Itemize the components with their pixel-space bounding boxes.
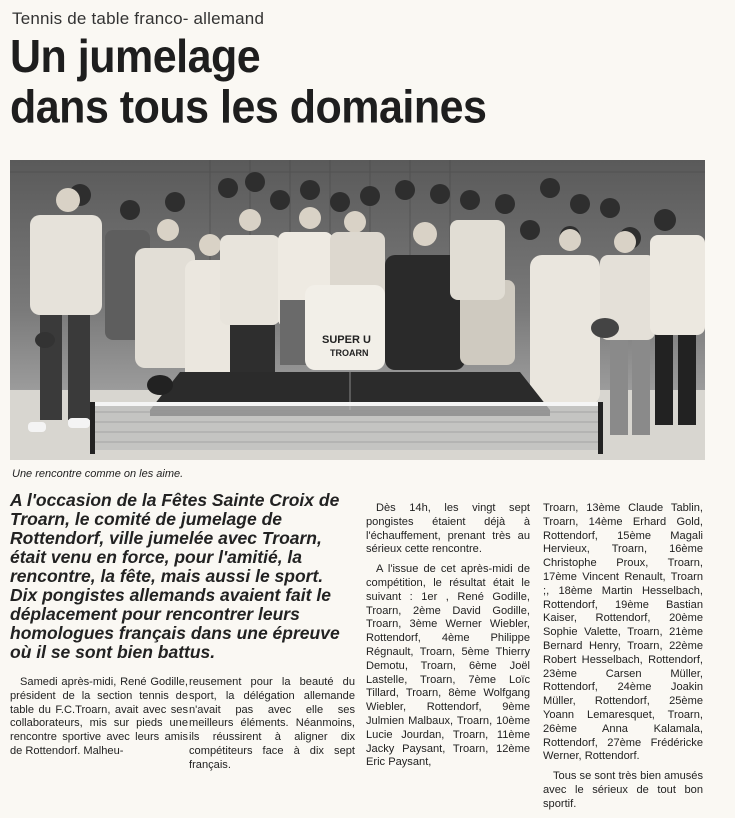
- results-paragraph: A l'issue de cet après-midi de compétition, le résultat était le suivant : 1er , René Godille, Troarn, 2ème David Godille, Troarn, 3ème Werner Wiebler, Rottendorf, 4ème Philippe Régnault, Troarn, 5ème Thierry Demotu, Troarn, 6ème Joël Lastelle, Troarn, 7ème Loïc Tillard, Troarn, 8ème Wolfgang Wiebler, Rottendorf, 9ème Julmien Malbaux, Troarn, 10ème Lucie Jourdan, Troarn, 11ème Jacky Paysant, Troarn, 12ème Eric Paysant,: [366, 563, 530, 769]
- shirt-text-2: TROARN: [330, 348, 369, 358]
- body-paragraph: reusement pour la beauté du sport, la délégation allemande n'avait pas avec elle ses meilleurs éléments. Néanmoins, ils réussirent à aligner dix compétiteurs face à dix sept français.: [189, 676, 355, 771]
- body-column-1: [10, 676, 188, 765]
- headline-line-1: Un jumelage: [10, 30, 261, 83]
- closing-paragraph: Tous se sont très bien amusés avec le sérieux de tout bon sportif.: [543, 770, 703, 810]
- body-column-2: [189, 676, 355, 779]
- shirt-text-1: SUPER U: [322, 334, 371, 346]
- headline-line-2: dans tous les domaines: [10, 81, 487, 134]
- body-paragraph: Samedi après-midi, René Godille, président de la section tennis de table du F.C.Troarn, avait avec ses collaborateurs, mis sur pieds une rencontre sportive avec leurs amis de Rottendorf. Malheu-: [10, 676, 188, 757]
- article-headline: [10, 32, 486, 134]
- photo-caption: Une rencontre comme on les aime.: [12, 468, 184, 480]
- body-column-4: [543, 502, 703, 818]
- group-photo-illustration: [10, 160, 705, 460]
- group-photo: [10, 160, 705, 460]
- body-paragraph: Dès 14h, les vingt sept pongistes étaient déjà à l'échauffement, prenant très au sérieux cette rencontre.: [366, 502, 530, 556]
- results-paragraph-continued: Troarn, 13ème Claude Tablin, Troarn, 14ème Erhard Gold, Rottendorf, 15ème Magali Hervieux, Troarn, 16ème Christophe Proux, Troarn, 17ème Vincent Renault, Troarn ;, 18ème Martin Hesselbach, Rottendorf, 19ème Bastian Kaiser, Rottendorf, 20ème Sophie Valette, Troarn, 21ème Bernard Henry, Troarn, 22ème Robert Hesselbach, Rottendorf, 23ème Carsen Müller, Rottendorf, 24ème Joakin Müller, Rottendorf, 25ème Yoann Lemaresquet, Troarn, 26ème Anna Kalamala, Rottendorf, 27ème Frédéricke Werner, Rottendorf.: [543, 502, 703, 763]
- article-kicker: Tennis de table franco- allemand: [12, 9, 265, 28]
- article-lead: A l'occasion de la Fêtes Sainte Croix de Troarn, le comité de jumelage de Rottendorf, ville jumelée avec Troarn, était venu en force, pour l'amitié, la rencontre, la fête, mais aussi le sport. Dix pongistes allemands avaient fait le déplacement pour rencontrer leurs homologues français dans une épreuve où il se sont bien battus.: [10, 490, 340, 662]
- body-column-3: [366, 502, 530, 776]
